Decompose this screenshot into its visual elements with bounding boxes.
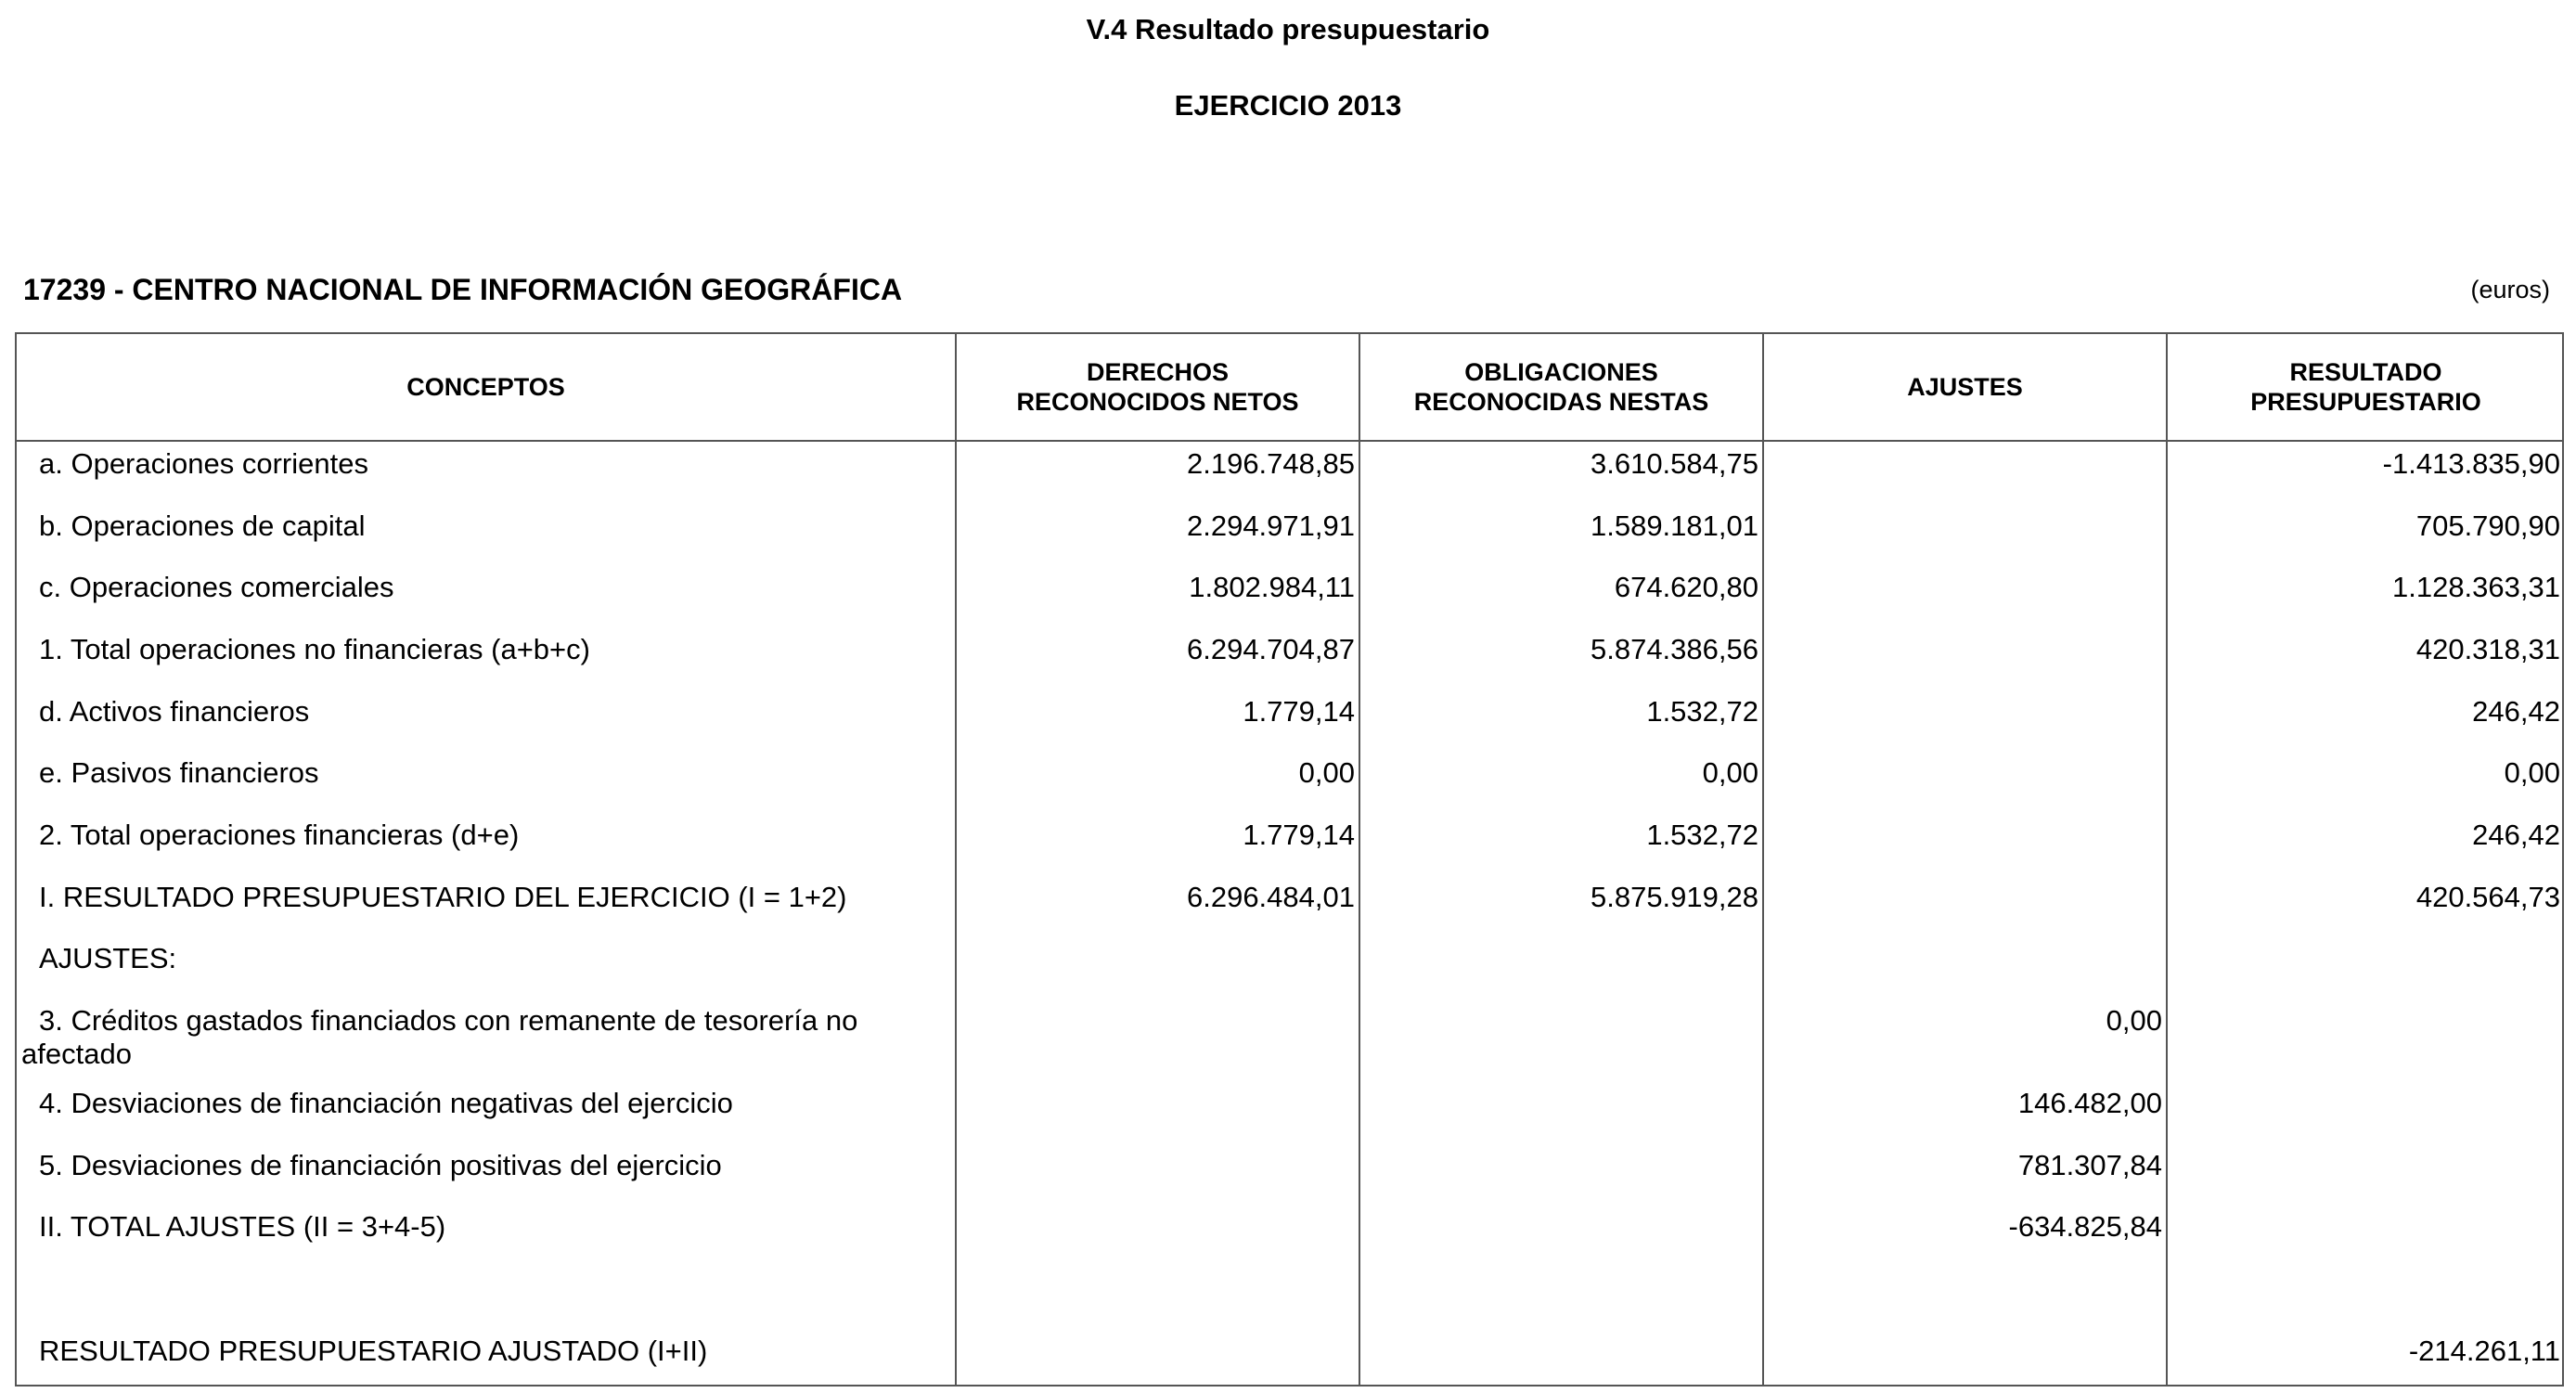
row-concept: e. Pasivos financieros <box>39 756 319 789</box>
header-divider <box>17 440 2562 442</box>
column-header-label: DERECHOS RECONOCIDOS NETOS <box>1016 358 1299 416</box>
row-concept: 4. Desviaciones de financiación negativas del ejercicio <box>39 1087 733 1119</box>
column-header-derechos <box>957 334 1359 440</box>
budget-result-table <box>15 332 2564 1387</box>
row-resultado-value: -1.413.835,90 <box>2382 447 2560 480</box>
column-divider <box>2166 334 2168 1385</box>
row-concept: I. RESULTADO PRESUPUESTARIO DEL EJERCICIO (I = 1+2) <box>39 881 847 913</box>
column-header-label: OBLIGACIONES RECONOCIDAS NESTAS <box>1413 358 1709 416</box>
row-ajustes-value: -634.825,84 <box>2008 1210 2162 1243</box>
row-derechos-value: 6.294.704,87 <box>1186 633 1355 665</box>
entity-title: 17239 - CENTRO NACIONAL DE INFORMACIÓN GEOGRÁFICA <box>23 273 903 306</box>
row-ajustes-value: 0,00 <box>2106 1004 2162 1037</box>
row-resultado-value: 420.564,73 <box>2415 881 2560 913</box>
row-derechos-value: 1.779,14 <box>1243 695 1355 728</box>
column-header-ajustes: AJUSTES <box>1907 373 2023 401</box>
column-header-resultado <box>2168 334 2564 440</box>
row-resultado-value: 1.128.363,31 <box>2391 571 2560 603</box>
row-resultado-value: -214.261,11 <box>2408 1335 2560 1367</box>
row-resultado-value: 246,42 <box>2472 695 2560 728</box>
row-ajustes-value: 146.482,00 <box>2017 1087 2162 1119</box>
row-obligaciones-value: 1.532,72 <box>1646 695 1758 728</box>
row-ajustes-value: 781.307,84 <box>2017 1149 2162 1181</box>
row-derechos-value: 1.802.984,11 <box>1189 571 1355 603</box>
row-derechos-value: 1.779,14 <box>1243 819 1355 851</box>
row-obligaciones-value: 3.610.584,75 <box>1590 447 1758 480</box>
unit-label: (euros) <box>2470 276 2550 303</box>
row-concept: 2. Total operaciones financieras (d+e) <box>39 819 520 851</box>
column-header-obligaciones <box>1360 334 1762 440</box>
row-resultado-value: 420.318,31 <box>2415 633 2560 665</box>
row-resultado-value: 246,42 <box>2472 819 2560 851</box>
row-derechos-value: 2.294.971,91 <box>1186 509 1355 542</box>
column-header-conceptos: CONCEPTOS <box>406 373 565 401</box>
row-derechos-value: 6.296.484,01 <box>1186 881 1355 913</box>
row-obligaciones-value: 5.874.386,56 <box>1590 633 1758 665</box>
row-concept: 5. Desviaciones de financiación positivas del ejercicio <box>39 1149 722 1181</box>
column-header-label: RESULTADO PRESUPUESTARIO <box>2250 358 2481 416</box>
row-derechos-value: 2.196.748,85 <box>1186 447 1355 480</box>
row-concept: II. TOTAL AJUSTES (II = 3+4-5) <box>39 1210 446 1243</box>
row-concept: 1. Total operaciones no financieras (a+b+c) <box>39 633 590 665</box>
row-obligaciones-value: 674.620,80 <box>1614 571 1758 603</box>
row-concept: b. Operaciones de capital <box>39 509 366 542</box>
row-concept: d. Activos financieros <box>39 695 310 728</box>
row-concept: c. Operaciones comerciales <box>39 571 394 603</box>
row-obligaciones-value: 0,00 <box>1702 756 1758 789</box>
row-obligaciones-value: 1.532,72 <box>1646 819 1758 851</box>
row-resultado-value: 0,00 <box>2504 756 2560 789</box>
row-concept: AJUSTES: <box>39 942 177 974</box>
column-divider <box>955 334 957 1385</box>
column-divider <box>1359 334 1360 1385</box>
row-concept: a. Operaciones corrientes <box>39 447 368 480</box>
row-obligaciones-value: 5.875.919,28 <box>1590 881 1758 913</box>
row-derechos-value: 0,00 <box>1298 756 1355 789</box>
row-resultado-value: 705.790,90 <box>2415 509 2560 542</box>
column-divider <box>1762 334 1764 1385</box>
page-subtitle: EJERCICIO 2013 <box>1174 89 1402 122</box>
row-concept: 3. Créditos gastados financiados con remanente de tesorería no afectado <box>21 1004 858 1070</box>
row-concept: RESULTADO PRESUPUESTARIO AJUSTADO (I+II) <box>39 1335 708 1367</box>
page-title: V.4 Resultado presupuestario <box>1086 13 1490 45</box>
row-obligaciones-value: 1.589.181,01 <box>1590 509 1758 542</box>
